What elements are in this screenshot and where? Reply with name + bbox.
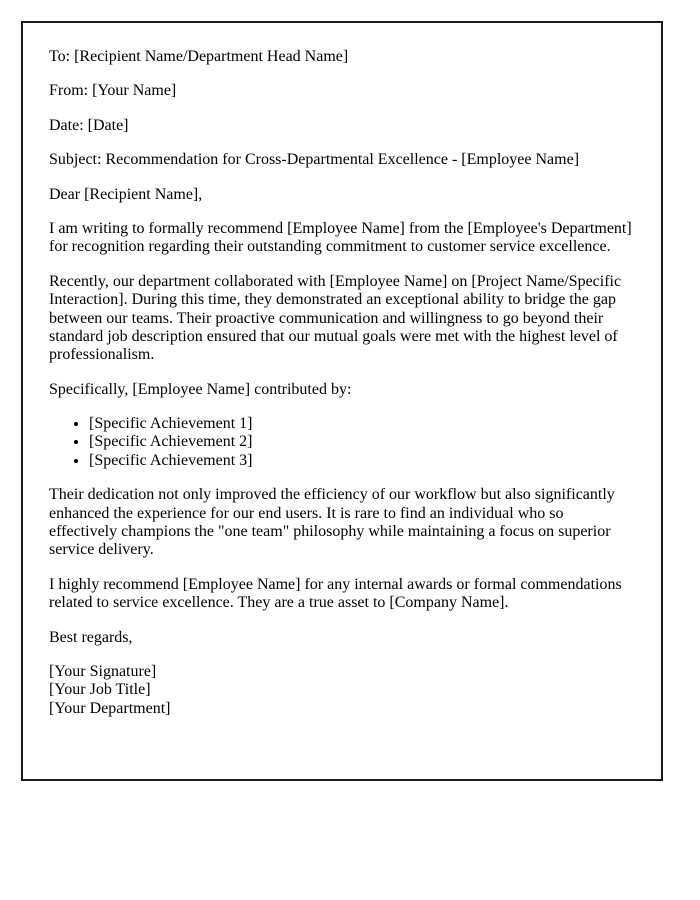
achievement-item: • [Specific Achievement 1]	[89, 415, 635, 433]
collaboration-paragraph: Recently, our department collaborated with [Employee Name] on [Project Name/Specific Interaction]. During this time, they demonstrated an exceptional ability to bridge the gap between our teams. Their proactive communication and willingness to go beyond their standard job description ensured that our mutual goals were met with the highest level of professionalism.	[49, 272, 622, 364]
to-line: To: [Recipient Name/Department Head Name]	[49, 48, 349, 65]
contributions-lead-in: Specifically, [Employee Name] contributed by:	[49, 380, 352, 398]
achievements-list	[49, 415, 635, 470]
closing-line: Best regards,	[49, 628, 133, 646]
impact-paragraph: Their dedication not only improved the efficiency of our workflow but also significantly enhanced the experience for our end users. It is rare to find an individual who so effectively champions the "one team" philosophy while maintaining a focus on superior service delivery.	[49, 486, 615, 559]
signature-block	[49, 663, 635, 718]
letter-page	[21, 21, 663, 781]
from-line: From: [Your Name]	[49, 82, 177, 100]
salutation: Dear [Recipient Name],	[49, 185, 203, 203]
achievement-item: • [Specific Achievement 3]	[89, 452, 635, 470]
signature-line: [Your Job Title]	[49, 681, 151, 699]
subject-line: Subject: Recommendation for Cross-Departmental Excellence - [Employee Name]	[49, 151, 580, 169]
signature-line: [Your Signature]	[49, 662, 157, 680]
date-line: Date: [Date]	[49, 116, 129, 134]
signature-line: [Your Department]	[49, 699, 171, 717]
intro-paragraph: I am writing to formally recommend [Employee Name] from the [Employee's Department] for recognition regarding their outstanding commitment to customer service excellence.	[49, 219, 632, 256]
achievement-item: • [Specific Achievement 2]	[89, 433, 635, 451]
recommendation-paragraph: I highly recommend [Employee Name] for any internal awards or formal commendations related to service excellence. They are a true asset to [Company Name].	[49, 575, 622, 612]
